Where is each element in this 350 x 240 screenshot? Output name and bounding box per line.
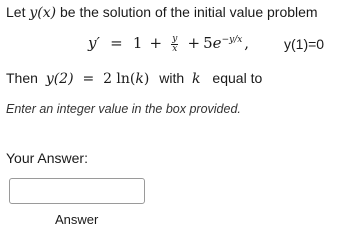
ode-fraction bbox=[171, 35, 178, 54]
instruction-text: Enter an integer value in the box provided. bbox=[6, 102, 241, 116]
ode-one: 1 bbox=[132, 34, 143, 52]
your-answer-label: Your Answer: bbox=[6, 150, 88, 166]
problem-statement-then bbox=[6, 70, 262, 87]
ode-equation bbox=[88, 34, 249, 54]
ode-equals: = bbox=[110, 34, 123, 52]
then-equals: = bbox=[82, 71, 95, 87]
problem-let: Let bbox=[6, 4, 26, 20]
then-k-2: k bbox=[192, 71, 201, 87]
ode-exponential-base: e bbox=[212, 34, 222, 52]
then-word: Then bbox=[6, 70, 38, 86]
ode-fraction-numerator: y bbox=[172, 33, 178, 44]
ode-plus-1: + bbox=[149, 34, 163, 52]
ode-comma: , bbox=[244, 34, 250, 52]
then-function: y(2) bbox=[45, 71, 74, 87]
then-close-paren: ) bbox=[143, 71, 150, 87]
ode-fraction-denominator: x bbox=[172, 43, 178, 54]
problem-function: y(x) bbox=[29, 5, 57, 21]
then-with: with bbox=[159, 70, 185, 86]
problem-statement-line1 bbox=[6, 4, 318, 21]
initial-condition: y(1)=0 bbox=[284, 36, 325, 52]
problem-text: be the solution of the initial value problem bbox=[59, 4, 318, 20]
answer-input[interactable] bbox=[9, 178, 145, 204]
ode-lhs: y′ bbox=[88, 34, 100, 52]
ode-coefficient: 5 bbox=[203, 34, 213, 52]
then-equal-to: equal to bbox=[212, 70, 263, 86]
ode-exponent: −y/x bbox=[221, 35, 243, 45]
then-k: k bbox=[135, 71, 144, 87]
then-rhs: 2 ln( bbox=[103, 71, 136, 87]
ode-plus-2: + bbox=[187, 34, 201, 52]
answer-caption: Answer bbox=[55, 212, 99, 227]
